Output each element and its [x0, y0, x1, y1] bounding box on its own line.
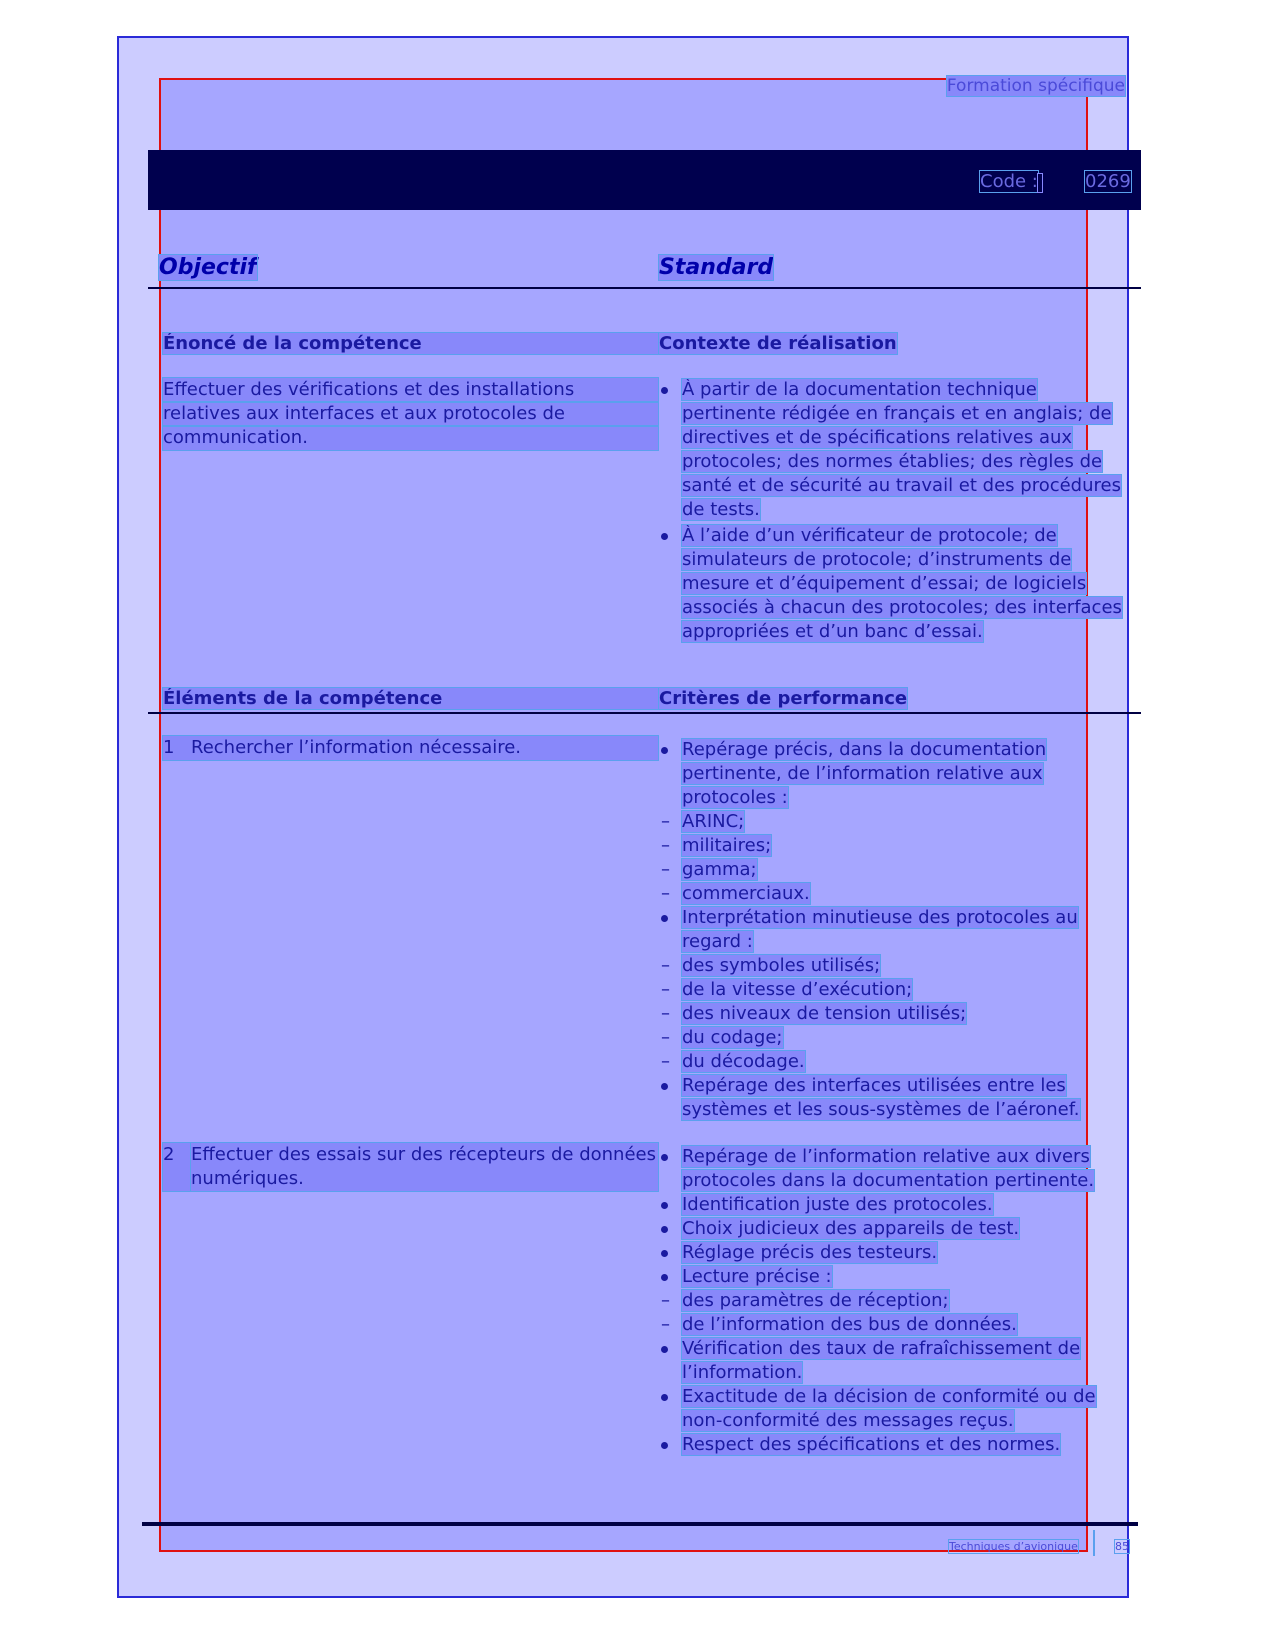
bullet-icon [661, 1274, 668, 1281]
bullet-icon [661, 1394, 668, 1401]
bullet-icon [661, 1250, 668, 1257]
criterion-item: Repérage des interfaces utilisées entre les systèmes et les sous-systèmes de l’aéronef. [659, 1074, 1099, 1122]
code-separator [1038, 174, 1042, 192]
footer-page-number: 85 [1115, 1540, 1129, 1553]
code-label: Code : [980, 171, 1038, 192]
element-2 [163, 1143, 658, 1191]
footer-rule [142, 1522, 1138, 1526]
rule-middle [148, 712, 1141, 714]
subhead-contexte: Contexte de réalisation [659, 333, 897, 354]
bullet-icon [661, 387, 668, 394]
sub-criterion: – commerciaux. [659, 882, 1099, 906]
bullet-icon [661, 1346, 668, 1353]
criterion-item: Lecture précise : – des paramètres de réception; – de l’information des bus de données. [659, 1265, 1099, 1337]
criterion-item: Interprétation minutieuse des protocoles au regard : – des symboles utilisés; – de la vitesse d’exécution; – des niveaux de tension utilisés; – du codage; – du décodage. [659, 906, 1099, 1074]
sub-criterion: – de la vitesse d’exécution; [659, 978, 1099, 1002]
context-item: À l’aide d’un vérificateur de protocole; de simulateurs de protocole; d’instruments de mesure et d’équipement d’essai; de logiciels associés à chacun des protocoles; des interfaces appropriées et d’un banc d’essai. [659, 524, 1124, 644]
heading-objectif: Objectif [159, 255, 257, 280]
sub-criterion: – militaires; [659, 834, 1099, 858]
bullet-icon [661, 533, 668, 540]
element-text: Effectuer des essais sur des récepteurs de données numériques. [191, 1144, 656, 1189]
subhead-enonce: Énoncé de la compétence [163, 333, 658, 354]
sub-criterion: – de l’information des bus de données. [659, 1313, 1099, 1337]
statement-line: communication. [163, 426, 658, 450]
criterion-item: Respect des spécifications et des normes. [659, 1433, 1099, 1457]
element-number: 2 [163, 1143, 191, 1191]
context-item: À partir de la documentation technique pertinente rédigée en français et en anglais; de directives et de spécifications relatives aux protocoles; des normes établies; des règles de santé et de sécurité au travail et des procédures de tests. [659, 378, 1124, 522]
sub-criterion: – du codage; [659, 1026, 1099, 1050]
sub-criterion: – des symboles utilisés; [659, 954, 1099, 978]
criterion-item: Choix judicieux des appareils de test. [659, 1217, 1099, 1241]
element-1 [163, 736, 658, 760]
subhead-elements: Éléments de la compétence [163, 688, 658, 709]
heading-standard: Standard [659, 255, 774, 280]
subhead-criteres: Critères de performance [659, 688, 908, 709]
bullet-icon [661, 1226, 668, 1233]
criteria-list-1 [659, 738, 1099, 1122]
footer-separator [1093, 1530, 1095, 1556]
sub-criterion: – gamma; [659, 858, 1099, 882]
statement-line: relatives aux interfaces et aux protocoles de [163, 402, 658, 426]
element-number: 1 [163, 737, 175, 758]
sub-criterion: – des paramètres de réception; [659, 1289, 1099, 1313]
criterion-item: Identification juste des protocoles. [659, 1193, 1099, 1217]
criterion-item: Vérification des taux de rafraîchissement de l’information. [659, 1337, 1099, 1385]
bullet-icon [661, 747, 668, 754]
running-head: Formation spécifique [946, 76, 1125, 96]
bullet-icon [661, 1442, 668, 1449]
bullet-icon [661, 915, 668, 922]
sub-criterion: – ARINC; [659, 810, 1099, 834]
rule-top [148, 287, 1141, 289]
criteria-list-2 [659, 1145, 1099, 1457]
code-value: 0269 [1085, 171, 1131, 192]
competence-statement [163, 378, 658, 450]
statement-line: Effectuer des vérifications et des installations [163, 378, 658, 402]
sub-criterion: – du décodage. [659, 1050, 1099, 1074]
criterion-item: Exactitude de la décision de conformité ou de non-conformité des messages reçus. [659, 1385, 1099, 1433]
element-text: Rechercher l’information nécessaire. [191, 737, 522, 758]
bullet-icon [661, 1154, 668, 1161]
criterion-item: Repérage précis, dans la documentation pertinente, de l’information relative aux protocoles : – ARINC; – militaires; – gamma; – commerciaux. [659, 738, 1099, 906]
criterion-item: Repérage de l’information relative aux divers protocoles dans la documentation pertinente. [659, 1145, 1099, 1193]
criterion-item: Réglage précis des testeurs. [659, 1241, 1099, 1265]
footer-program: Techniques d’avionique [949, 1540, 1078, 1553]
context-list [659, 378, 1124, 644]
bullet-icon [661, 1083, 668, 1090]
sub-criterion: – des niveaux de tension utilisés; [659, 1002, 1099, 1026]
bullet-icon [661, 1202, 668, 1209]
